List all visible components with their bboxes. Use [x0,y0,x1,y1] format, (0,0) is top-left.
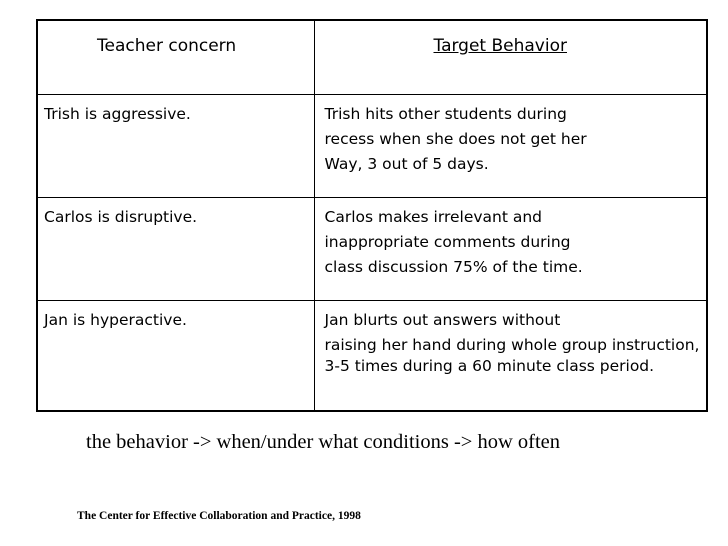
concern-cell: Trish is aggressive. [37,94,314,197]
behavior-cell [314,94,707,197]
behavior-line: class discussion 75% of the time. [324,257,583,276]
summary-formula: the behavior -> when/under what conditions -> how often [86,431,561,453]
behavior-line: Jan blurts out answers without [324,310,561,329]
citation: The Center for Effective Collaboration and Practice, 1998 [77,510,361,522]
header-teacher-concern: Teacher concern [37,20,314,94]
behavior-cell [314,197,707,300]
behavior-table [36,19,708,412]
table-row [37,94,707,197]
header-target-behavior: Target Behavior [314,20,707,94]
table-header-row [37,20,707,94]
behavior-line: Carlos makes irrelevant and [324,207,543,226]
behavior-cell [314,300,707,411]
table-row [37,197,707,300]
behavior-line: inappropriate comments during [324,232,571,251]
behavior-line: recess when she does not get her [324,129,587,148]
behavior-line: Way, 3 out of 5 days. [324,154,489,173]
concern-cell: Carlos is disruptive. [37,197,314,300]
behavior-line: Trish hits other students during [324,104,567,123]
table-row [37,300,707,411]
behavior-line: raising her hand during whole group instruction, 3-5 times during a 60 minute class period. [324,335,700,375]
concern-cell: Jan is hyperactive. [37,300,314,411]
